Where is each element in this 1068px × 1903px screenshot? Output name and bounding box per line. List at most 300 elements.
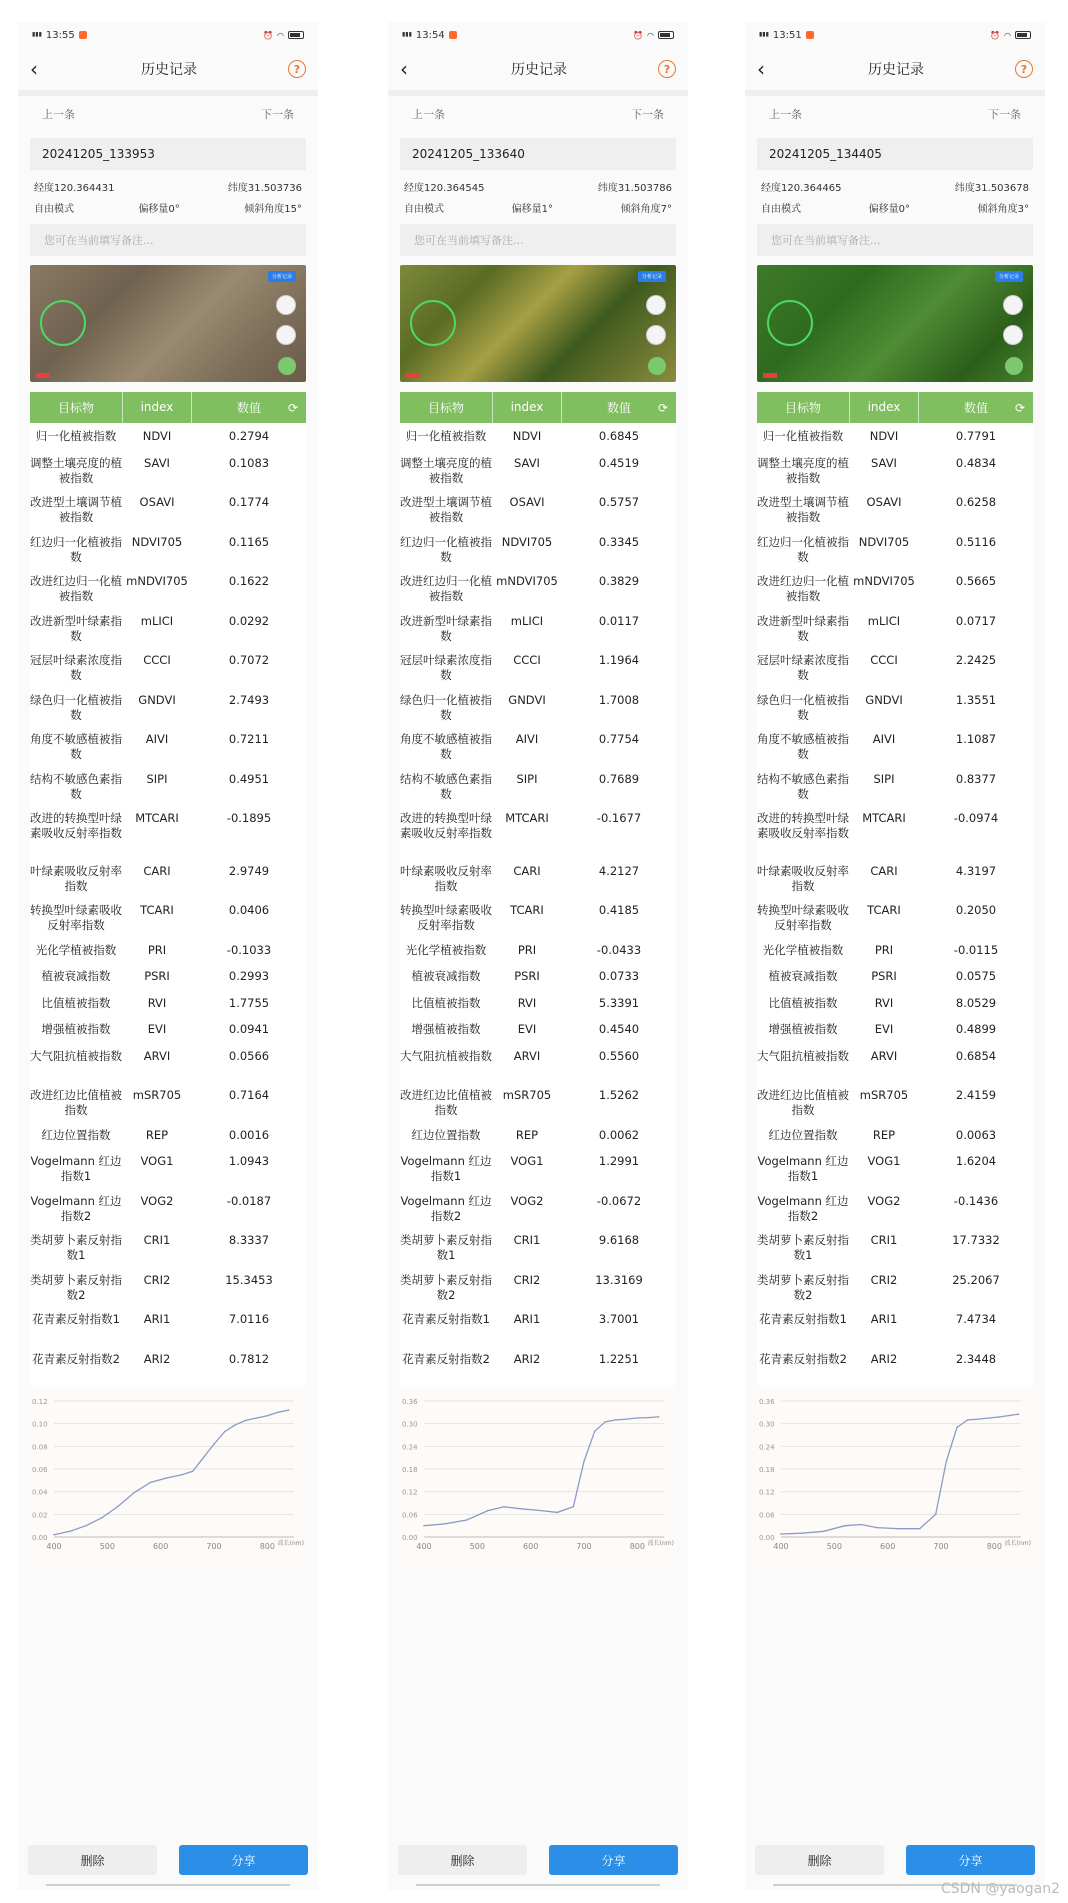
record-navigation: [388, 96, 688, 132]
chart-ytick-label: 0.06: [759, 1511, 775, 1520]
index-value: 0.0717: [955, 613, 997, 628]
index-value: 2.3448: [955, 1351, 997, 1366]
longitude: 经度120.364465: [761, 183, 842, 194]
index-name: 花青素反射指数2: [759, 1351, 847, 1366]
spectrum-point: [615, 1419, 617, 1421]
index-value: 15.3453: [225, 1272, 273, 1287]
index-code: GNDVI: [138, 692, 176, 707]
chart-xlabel: 波长(nm): [277, 1540, 304, 1547]
photo-capture-button[interactable]: [276, 325, 296, 345]
index-code: REP: [145, 1127, 169, 1142]
index-value: 25.2067: [952, 1272, 1000, 1287]
action-bar: [755, 1845, 1035, 1875]
index-value: 13.3169: [595, 1272, 643, 1287]
index-value: 0.0575: [955, 969, 997, 983]
index-name: 改进新型叶绿素指数: [400, 613, 492, 643]
index-value: 0.4951: [228, 771, 270, 786]
table-row: [757, 1267, 1033, 1307]
chart-ytick-label: 0.06: [32, 1466, 48, 1474]
spectrum-point: [224, 1431, 226, 1433]
table-row: [400, 1188, 676, 1228]
table-row: [757, 1043, 1033, 1083]
index-code: ARI1: [143, 1312, 171, 1326]
spectrum-point: [181, 1474, 183, 1476]
table-row: [400, 529, 676, 569]
photo-badge: 分析记录: [995, 271, 1023, 282]
spectrum-chart-svg: [400, 1385, 676, 1565]
note-input[interactable]: 您可在当前填写备注...: [400, 224, 676, 256]
index-value: 8.0529: [955, 995, 997, 1010]
delete-button[interactable]: 删除: [28, 1845, 157, 1875]
photo-tool-button[interactable]: [276, 295, 296, 315]
chart-ytick-label: 0.02: [32, 1511, 48, 1520]
index-value: 2.4159: [955, 1088, 997, 1102]
index-value: 0.7812: [228, 1351, 270, 1366]
alarm-icon: ⏰: [990, 30, 1001, 40]
spectrum-point: [267, 1415, 269, 1417]
next-record-button[interactable]: 下一条: [988, 108, 1021, 121]
spectrum-point: [213, 1443, 215, 1445]
index-code: ARI2: [143, 1351, 171, 1366]
table-row: [757, 805, 1033, 858]
index-code: mLICI: [510, 613, 544, 628]
spectrum-point: [503, 1506, 505, 1508]
table-row: [30, 805, 306, 858]
index-name: 花青素反射指数2: [402, 1351, 490, 1366]
table-row: [400, 1267, 676, 1307]
table-row: [757, 1346, 1033, 1386]
index-code: VOG1: [510, 1154, 544, 1168]
page-title: 历史记录: [511, 62, 567, 78]
index-code: ARI1: [513, 1312, 541, 1326]
back-arrow-icon[interactable]: ‹: [400, 57, 408, 81]
photo-confirm-icon[interactable]: [1005, 357, 1023, 375]
index-value: 0.4185: [598, 903, 640, 917]
table-row: [30, 489, 306, 529]
table-row: [400, 1122, 676, 1149]
index-name: 红边位置指数: [768, 1127, 838, 1142]
index-code: PRI: [874, 942, 894, 957]
index-value: 0.8377: [955, 771, 997, 786]
spectrum-point: [898, 1528, 900, 1530]
chart-ytick-label: 0.12: [402, 1488, 418, 1497]
signal-icon: ▮▮▮: [32, 31, 42, 38]
status-bar: [18, 22, 318, 48]
index-value: 0.0016: [228, 1127, 270, 1142]
record-id: 20241205_134405: [757, 138, 1033, 170]
index-value: 1.2991: [598, 1154, 640, 1168]
index-table: [30, 423, 306, 1385]
table-row: [400, 726, 676, 766]
index-name: 红边归一化植被指数: [757, 534, 849, 564]
nav-bar: [388, 48, 688, 90]
index-code: mSR705: [132, 1088, 182, 1102]
chart-xtick-label: 400: [46, 1542, 62, 1551]
table-row: [757, 1188, 1033, 1228]
spectrum-point: [117, 1506, 119, 1508]
index-value: 0.6845: [598, 429, 640, 443]
index-value: 0.3829: [598, 574, 640, 588]
index-code: VOG2: [140, 1193, 174, 1208]
index-name: 归一化植被指数: [762, 429, 844, 443]
page-title: 历史记录: [868, 62, 924, 78]
index-name: 归一化植被指数: [405, 429, 487, 443]
table-row: [400, 687, 676, 727]
battery-icon: [288, 31, 304, 39]
spectrum-point: [235, 1424, 237, 1426]
spectrum-chart-svg: [757, 1385, 1033, 1565]
table-header: [400, 392, 676, 423]
index-name: 转换型叶绿素吸收反射率指数: [400, 903, 492, 932]
index-code: CRI1: [143, 1233, 171, 1247]
index-value: -0.1677: [596, 811, 642, 825]
spectrum-point: [935, 1514, 937, 1516]
table-row: [400, 963, 676, 990]
chart-ytick-label: 0.12: [759, 1488, 775, 1497]
chart-ytick-label: 0.24: [759, 1443, 775, 1452]
tilt-label: 倾斜角度3°: [977, 204, 1029, 215]
signal-icon: ▮▮▮: [402, 31, 412, 38]
refresh-icon[interactable]: ⟳: [657, 400, 668, 415]
back-arrow-icon[interactable]: ‹: [30, 57, 38, 81]
spectrum-point: [946, 1461, 948, 1463]
index-code: EVI: [517, 1022, 537, 1036]
target-ring-icon: [410, 300, 456, 346]
index-name: 冠层叶绿素浓度指数: [30, 653, 122, 682]
table-row: [400, 766, 676, 806]
table-header: [30, 392, 306, 423]
chart-ytick-label: 0.36: [402, 1398, 418, 1406]
table-row: [757, 1227, 1033, 1267]
spectrum-point: [541, 1510, 543, 1512]
next-record-button[interactable]: 下一条: [631, 108, 664, 121]
index-name: Vogelmann 红边指数2: [400, 1193, 492, 1223]
chart-xlabel: 波长(nm): [647, 1540, 674, 1547]
prev-record-button[interactable]: 上一条: [42, 108, 75, 121]
index-value: -0.0433: [596, 942, 642, 957]
table-header: [757, 392, 1033, 423]
watermark: CSDN @yaogan2: [940, 1881, 1060, 1897]
table-row: [757, 858, 1033, 898]
notification-icon: [449, 31, 457, 39]
table-row: [757, 647, 1033, 687]
index-value: 0.4834: [955, 455, 997, 470]
photo-confirm-icon[interactable]: [278, 357, 296, 375]
index-name: 角度不敏感植被指数: [757, 732, 849, 761]
index-code: ARVI: [870, 1048, 898, 1063]
index-value: -0.0672: [596, 1193, 642, 1208]
index-code: NDVI705: [131, 534, 183, 549]
capture-photo[interactable]: [400, 265, 676, 382]
back-arrow-icon[interactable]: ‹: [757, 57, 765, 81]
index-name: 类胡萝卜素反射指数2: [757, 1272, 849, 1302]
index-code: SIPI: [516, 771, 538, 786]
index-value: -0.1895: [226, 811, 272, 825]
index-value: 1.0943: [228, 1154, 270, 1168]
index-name: 花青素反射指数2: [32, 1351, 120, 1366]
table-row: [400, 1346, 676, 1386]
index-value: 1.1087: [955, 732, 997, 746]
index-value: 2.7493: [228, 692, 270, 707]
index-code: CARI: [870, 863, 898, 878]
index-code: REP: [872, 1127, 896, 1142]
index-code: VOG1: [140, 1154, 174, 1168]
index-code: ARI2: [513, 1351, 541, 1366]
index-value: 4.3197: [955, 863, 997, 878]
share-button[interactable]: 分享: [906, 1845, 1035, 1875]
index-name: 植被衰减指数: [41, 969, 111, 983]
index-code: RVI: [147, 995, 167, 1010]
delete-button[interactable]: 删除: [755, 1845, 884, 1875]
spectrum-point: [288, 1409, 290, 1411]
index-code: CARI: [143, 863, 171, 878]
table-row: [30, 963, 306, 990]
index-code: PRI: [517, 942, 537, 957]
index-name: 叶绿素吸收反射率指数: [400, 863, 492, 893]
photo-capture-button[interactable]: [646, 325, 666, 345]
chart-ytick-label: 0.08: [32, 1443, 48, 1452]
index-value: 0.0941: [228, 1022, 270, 1036]
help-icon[interactable]: ?: [658, 60, 676, 78]
index-code: PSRI: [871, 969, 897, 983]
photo-capture-button[interactable]: [1003, 325, 1023, 345]
index-code: VOG2: [867, 1193, 901, 1208]
index-value: 0.5560: [598, 1048, 640, 1063]
index-value: 0.6258: [955, 495, 997, 509]
col-value: 数值: [963, 401, 988, 415]
table-row: [30, 687, 306, 727]
index-name: 植被衰减指数: [411, 969, 481, 983]
index-name: 增强植被指数: [411, 1022, 481, 1036]
index-name: Vogelmann 红边指数2: [757, 1193, 849, 1223]
photo-tool-button[interactable]: [1003, 295, 1023, 315]
table-row: [30, 1188, 306, 1228]
col-value: 数值: [606, 401, 631, 415]
chart-xlabel: 波长(nm): [1004, 1540, 1031, 1547]
index-code: NDVI705: [501, 534, 553, 549]
spectrum-line: [54, 1410, 289, 1535]
index-code: SIPI: [873, 771, 895, 786]
table-row: [30, 608, 306, 648]
index-code: SIPI: [146, 771, 168, 786]
photo-tool-button[interactable]: [646, 295, 666, 315]
index-code: TCARI: [140, 903, 174, 917]
spectrum-point: [245, 1419, 247, 1421]
note-input[interactable]: 您可在当前填写备注...: [30, 224, 306, 256]
index-value: 0.7754: [598, 732, 640, 746]
capture-params: [745, 200, 1045, 215]
index-value: 0.1774: [228, 495, 270, 509]
index-code: OSAVI: [866, 495, 902, 509]
status-bar: [745, 22, 1045, 48]
spectrum-point: [277, 1412, 279, 1414]
spectrum-point: [519, 1508, 521, 1510]
index-value: 0.5665: [955, 574, 997, 588]
photo-tag: [406, 373, 420, 378]
chart-xtick-label: 600: [153, 1542, 169, 1551]
index-code: PRI: [147, 942, 167, 957]
delete-button[interactable]: 删除: [398, 1845, 527, 1875]
index-value: 0.1083: [228, 455, 270, 470]
index-code: mNDVI705: [126, 574, 188, 588]
index-name: 改进的转换型叶绿素吸收反射率指数: [757, 811, 849, 840]
index-code: CCCI: [870, 653, 898, 667]
index-name: 改进红边归一化植被指数: [400, 574, 492, 603]
table-row: [400, 805, 676, 858]
chart-ytick-label: 0.00: [402, 1534, 418, 1542]
photo-confirm-icon[interactable]: [648, 357, 666, 375]
next-record-button[interactable]: 下一条: [261, 108, 294, 121]
index-value: 1.1964: [598, 653, 640, 667]
latitude: 纬度31.503786: [597, 183, 672, 194]
index-name: 结构不敏感色素指数: [30, 771, 122, 801]
photo-tag: [763, 373, 777, 378]
spectrum-chart-svg: [30, 1385, 306, 1565]
chart-xtick-label: 500: [99, 1542, 115, 1551]
index-name: 类胡萝卜素反射指数1: [400, 1233, 492, 1262]
note-input[interactable]: 您可在当前填写备注...: [757, 224, 1033, 256]
index-value: 0.7689: [598, 771, 640, 786]
refresh-icon[interactable]: ⟳: [287, 400, 298, 415]
index-value: 0.0292: [228, 613, 270, 628]
wifi-icon: ◠: [277, 30, 284, 40]
chart-xtick-label: 800: [986, 1542, 1002, 1551]
target-ring-icon: [40, 300, 86, 346]
refresh-icon[interactable]: ⟳: [1014, 400, 1025, 415]
index-code: CRI2: [513, 1272, 541, 1287]
action-bar: [398, 1845, 678, 1875]
index-value: 1.7755: [228, 995, 270, 1010]
index-value: 0.7164: [228, 1088, 270, 1102]
col-target: 目标物: [57, 401, 94, 415]
photo-badge: 分析记录: [638, 271, 666, 282]
col-value: 数值: [236, 401, 261, 415]
spectrum-point: [605, 1421, 607, 1423]
index-code: NDVI: [512, 429, 542, 443]
index-name: 改进红边归一化植被指数: [30, 574, 122, 603]
index-code: GNDVI: [865, 692, 903, 707]
record-navigation: [18, 96, 318, 132]
index-value: 0.1165: [228, 534, 270, 549]
index-code: ARVI: [143, 1048, 171, 1063]
spectrum-line: [424, 1417, 659, 1526]
index-name: 转换型叶绿素吸收反射率指数: [30, 903, 122, 932]
index-code: mSR705: [502, 1088, 552, 1102]
index-value: 0.5757: [598, 495, 640, 509]
table-row: [757, 450, 1033, 490]
index-code: VOG2: [510, 1193, 544, 1208]
index-value: 0.0566: [228, 1048, 270, 1063]
prev-record-button[interactable]: 上一条: [769, 108, 802, 121]
index-value: 0.1622: [228, 574, 270, 588]
index-name: Vogelmann 红边指数1: [30, 1154, 122, 1183]
nav-bar: [18, 48, 318, 90]
index-code: mLICI: [867, 613, 901, 628]
index-code: MTCARI: [135, 811, 179, 825]
index-name: 大气阻抗植被指数: [757, 1048, 849, 1063]
table-row: [757, 963, 1033, 990]
tilt-label: 倾斜角度7°: [620, 204, 672, 215]
chart-ytick-label: 0.04: [32, 1488, 48, 1497]
index-name: 改进的转换型叶绿素吸收反射率指数: [400, 811, 492, 840]
index-name: 植被衰减指数: [768, 969, 838, 983]
table-row: [400, 897, 676, 937]
index-name: 类胡萝卜素反射指数1: [757, 1233, 849, 1262]
index-code: MTCARI: [505, 811, 549, 825]
photo-badge: 分析记录: [268, 271, 296, 282]
table-row: [400, 990, 676, 1017]
capture-photo[interactable]: [30, 265, 306, 382]
phone-screen-2: [388, 22, 688, 1890]
offset-label: 偏移量0°: [138, 204, 180, 215]
table-row: [30, 897, 306, 937]
index-name: 改进新型叶绿素指数: [757, 613, 849, 643]
index-name: 改进型土壤调节植被指数: [30, 495, 122, 524]
table-row: [400, 423, 676, 450]
index-value: -0.0974: [953, 811, 999, 825]
index-value: 0.0062: [598, 1127, 640, 1142]
spectrum-point: [85, 1525, 87, 1527]
spectrum-point: [69, 1531, 71, 1533]
index-value: 0.4519: [598, 455, 640, 470]
spectrum-point: [583, 1461, 585, 1463]
share-button[interactable]: 分享: [549, 1845, 678, 1875]
chart-xtick-label: 700: [933, 1542, 949, 1551]
table-row: [30, 1346, 306, 1386]
share-button[interactable]: 分享: [179, 1845, 308, 1875]
chart-ytick-label: 0.10: [32, 1420, 48, 1429]
target-ring-icon: [767, 300, 813, 346]
table-row: [757, 568, 1033, 608]
index-name: Vogelmann 红边指数1: [757, 1154, 849, 1183]
help-icon[interactable]: ?: [1015, 60, 1033, 78]
coordinates: [18, 179, 318, 194]
status-bar: [388, 22, 688, 48]
chart-xtick-label: 700: [576, 1542, 592, 1551]
index-code: mSR705: [859, 1088, 909, 1102]
table-row: [30, 529, 306, 569]
capture-photo[interactable]: [757, 265, 1033, 382]
index-code: REP: [515, 1127, 539, 1142]
wifi-icon: ◠: [647, 30, 654, 40]
index-code: mNDVI705: [496, 574, 558, 588]
table-row: [400, 1082, 676, 1122]
help-icon[interactable]: ?: [288, 60, 306, 78]
table-row: [757, 897, 1033, 937]
index-name: 调整土壤亮度的植被指数: [757, 455, 849, 485]
capture-params: [388, 200, 688, 215]
chart-xtick-label: 400: [773, 1542, 789, 1551]
prev-record-button[interactable]: 上一条: [412, 108, 445, 121]
index-code: TCARI: [510, 903, 544, 917]
table-row: [30, 1267, 306, 1307]
index-name: 花青素反射指数1: [759, 1312, 847, 1326]
chart-ytick-label: 0.18: [402, 1466, 418, 1474]
latitude: 纬度31.503736: [227, 183, 302, 194]
index-name: 改进型土壤调节植被指数: [400, 495, 492, 524]
mode-label: 自由模式: [404, 204, 444, 215]
spectrum-point: [466, 1519, 468, 1521]
wifi-icon: ◠: [1004, 30, 1011, 40]
index-name: 红边位置指数: [411, 1127, 481, 1142]
table-row: [30, 990, 306, 1017]
table-row: [400, 1227, 676, 1267]
index-code: RVI: [874, 995, 894, 1010]
index-code: CCCI: [513, 653, 541, 667]
index-name: 转换型叶绿素吸收反射率指数: [757, 903, 849, 932]
battery-icon: [658, 31, 674, 39]
index-value: 17.7332: [952, 1233, 1000, 1247]
